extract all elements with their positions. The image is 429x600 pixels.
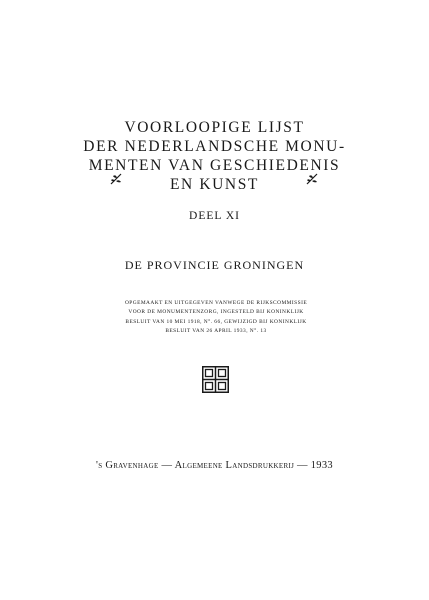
imprint-line <box>0 460 429 471</box>
imprint-text: 's Gravenhage — Algemeene Landsdrukkerij — 1933 <box>96 460 333 471</box>
fleuron-right-icon <box>306 173 319 185</box>
publication-line-4: BESLUIT VAN 26 APRIL 1933, N°. 13 <box>165 328 267 335</box>
publication-line-3: BESLUIT VAN 10 MEI 1918, N°. 66, GEWIJZIGD BIJ KONINKLIJK <box>125 318 307 325</box>
title-line-1: VOORLOOPIGE LIJST <box>124 119 305 136</box>
book-title <box>0 118 429 194</box>
publication-line-2: VOOR DE MONUMENTENZORG, INGESTELD BIJ KONINKLIJK <box>128 309 304 316</box>
title-line-2: DER NEDERLANDSCHE MONU- <box>83 138 346 155</box>
publication-note <box>116 299 316 337</box>
title-line-3: MENTEN VAN GESCHIEDENIS <box>88 157 341 174</box>
province-subtitle: DE PROVINCIE GRONINGEN <box>124 258 305 272</box>
title-line-4: EN KUNST <box>169 176 259 193</box>
volume-number: DEEL XI <box>189 210 240 222</box>
fleuron-left-icon <box>110 173 123 185</box>
printer-emblem-icon <box>202 366 229 393</box>
publication-line-1: OPGEMAAKT EN UITGEGEVEN VANWEGE DE RIJKSCOMMISSIE <box>124 300 308 306</box>
